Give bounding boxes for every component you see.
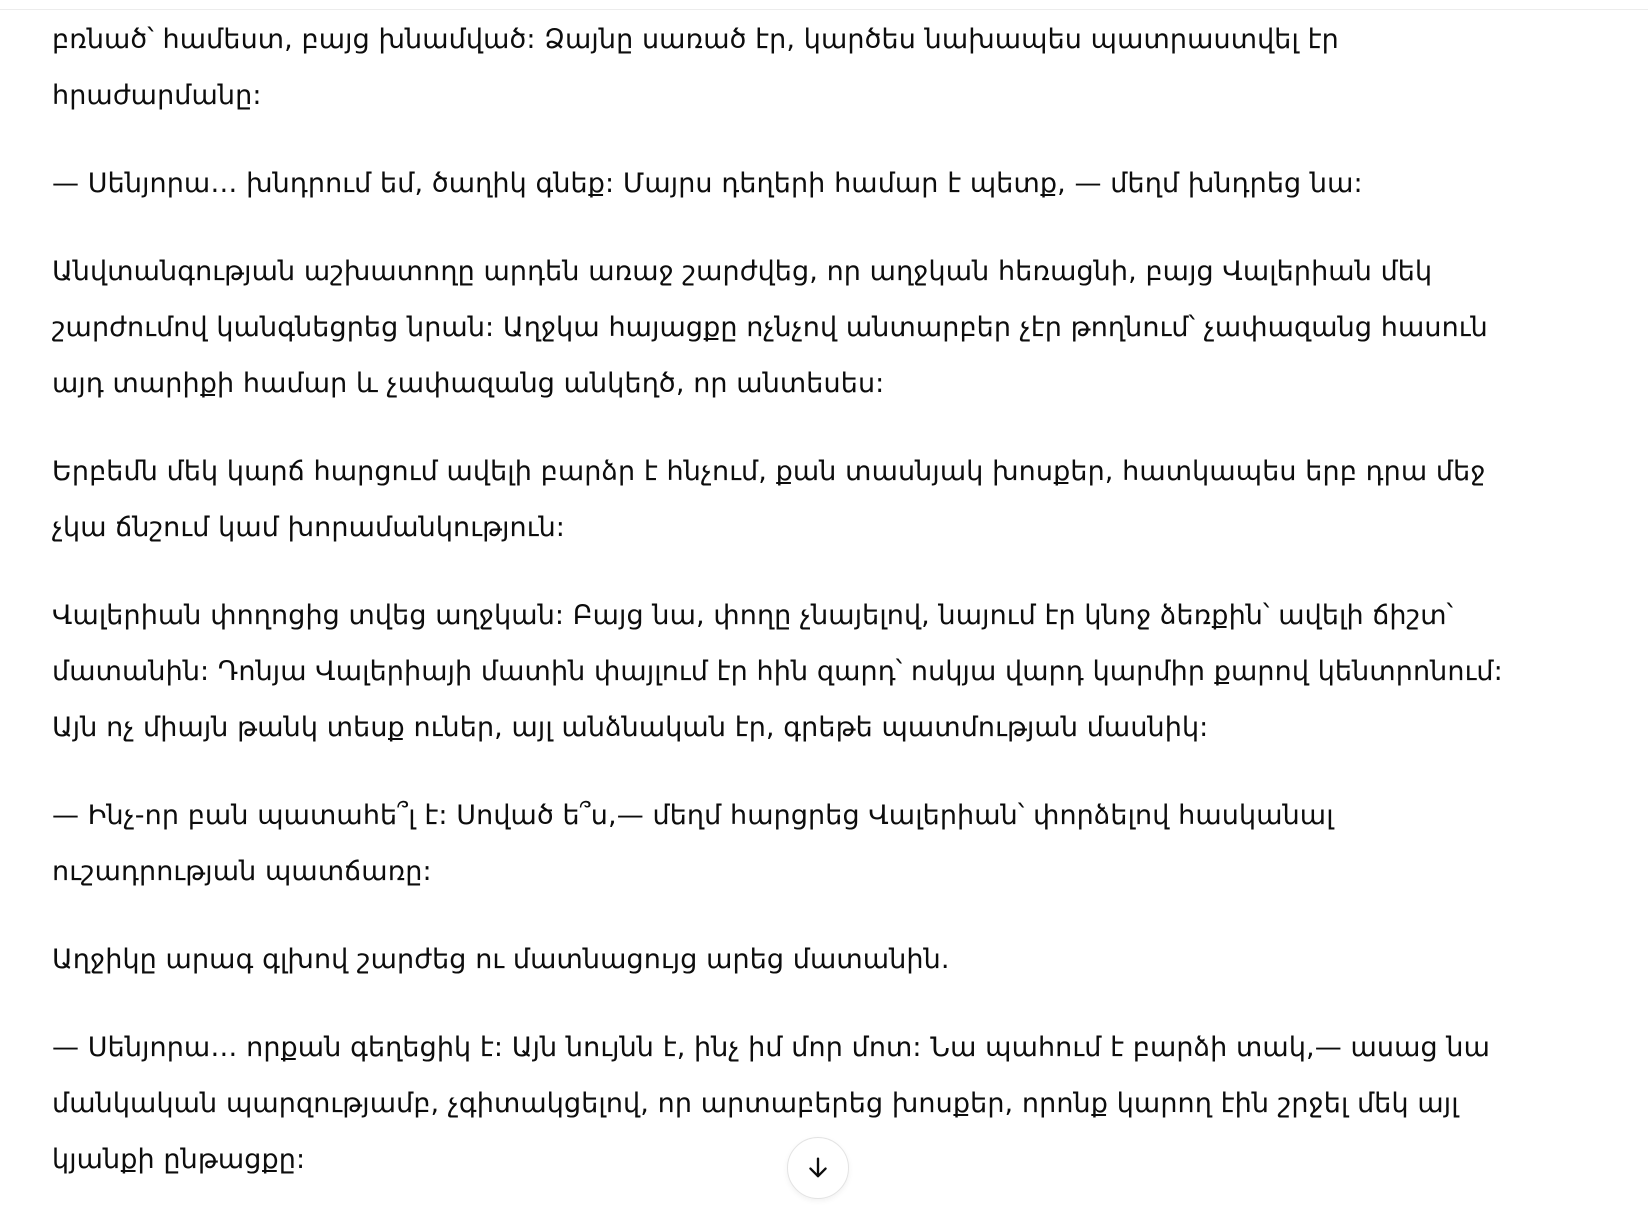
arrow-down-icon <box>804 1154 832 1182</box>
paragraph-4 <box>52 444 1632 556</box>
paragraph-line: Անվտանգության աշխատողը արդեն առաջ շարժվեց, որ աղջկան հեռացնի, բայց Վալերիան մեկ <box>52 256 1433 287</box>
paragraph-7 <box>52 932 1632 988</box>
paragraph-line: — Սենյորա… որքան գեղեցիկ է: Այն նույնն է, ինչ իմ մոր մոտ: Նա պահում է բարձի տակ,— ասաց նա <box>52 1032 1491 1063</box>
paragraph-2 <box>52 156 1632 212</box>
paragraph-line: չկա ճնշում կամ խորամանկություն: <box>52 512 566 543</box>
paragraph-line: կյանքի ընթացքը: <box>52 1144 306 1175</box>
paragraph-line: — Սենյորա… խնդրում եմ, ծաղիկ գնեք: Մայրս դեղերի համար է պետք, — մեղմ խնդրեց նա: <box>52 168 1363 199</box>
paragraph-line: ուշադրության պատճառը: <box>52 856 432 887</box>
paragraph-line: մանկական պարզությամբ, չգիտակցելով, որ արտաբերեց խոսքեր, որոնք կարող էին շրջել մեկ այլ <box>52 1088 1459 1119</box>
paragraph-6 <box>52 788 1632 900</box>
paragraph-line: շարժումով կանգնեցրեց նրան: Աղջկա հայացքը ոչնչով անտարբեր չէր թողնում՝ չափազանց հասուն <box>52 312 1488 343</box>
paragraph-1 <box>52 12 1632 124</box>
paragraph-line: Վալերիան փողոցից տվեց աղջկան: Բայց նա, փողը չնայելով, նայում էր կնոջ ձեռքին՝ ավելի ճիշտ՝ <box>52 600 1454 631</box>
scroll-to-bottom-button[interactable] <box>787 1137 849 1199</box>
paragraph-line: հրաժարմանը: <box>52 80 262 111</box>
message-content <box>52 12 1632 1220</box>
paragraph-line: Երբեմն մեկ կարճ հարցում ավելի բարձր է հնչում, քան տասնյակ խոսքեր, հատկապես երբ դրա մեջ <box>52 456 1486 487</box>
paragraph-line: այդ տարիքի համար և չափազանց անկեղծ, որ անտեսես: <box>52 368 885 399</box>
paragraph-line: Աղջիկը արագ գլխով շարժեց ու մատնացույց արեց մատանին. <box>52 944 950 975</box>
paragraph-line: — Ինչ-որ բան պատահե՞լ է: Սոված ե՞ս,— մեղմ հարցրեց Վալերիան՝ փորձելով հասկանալ <box>52 800 1334 831</box>
paragraph-line: մատանին: Դոնյա Վալերիայի մատին փայլում էր հին զարդ՝ ոսկյա վարդ կարմիր քարով կենտրոնում: <box>52 656 1503 687</box>
paragraph-line: բռնած՝ համեստ, բայց խնամված: Ձայնը սառած էր, կարծես նախապես պատրաստվել էր <box>52 24 1339 55</box>
paragraph-3 <box>52 244 1632 412</box>
paragraph-5 <box>52 588 1632 756</box>
top-divider <box>0 0 1648 10</box>
paragraph-line: Այն ոչ միայն թանկ տեսք ուներ, այլ անձնական էր, գրեթե պատմության մասնիկ: <box>52 712 1209 743</box>
